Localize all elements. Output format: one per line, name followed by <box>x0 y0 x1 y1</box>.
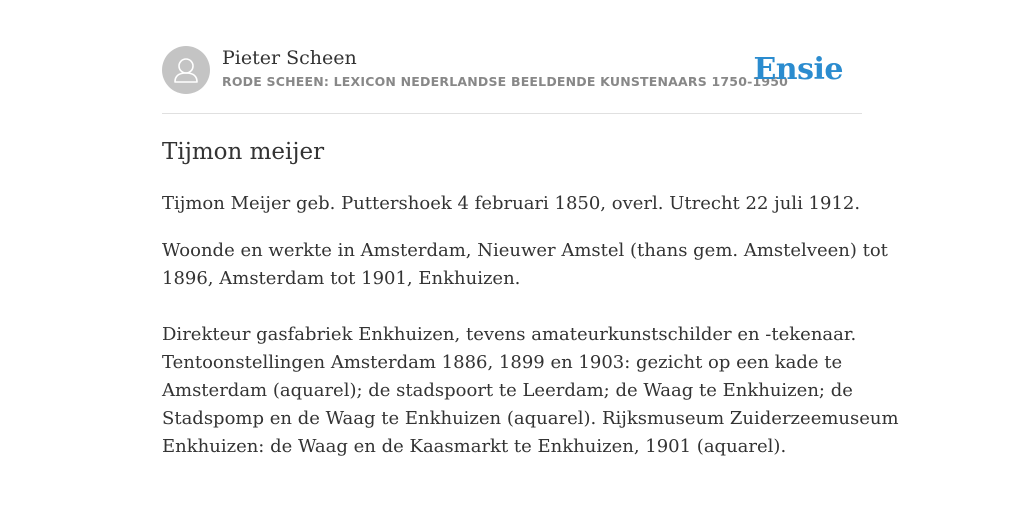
paragraph-line: Woonde en werkte in Amsterdam, Nieuwer Amstel (thans gem. Amstelveen) tot <box>162 240 888 261</box>
source-title[interactable]: RODE SCHEEN: LEXICON NEDERLANDSE BEELDENDE KUNSTENAARS 1750-1950 <box>222 74 789 89</box>
paragraph-line: Stadspomp en de Waag te Enkhuizen (aquarel). Rijksmuseum Zuiderzeemuseum <box>162 408 899 429</box>
article-paragraph-2 <box>162 237 888 293</box>
article-paragraph-1 <box>162 190 862 218</box>
brand-logo[interactable]: Ensie <box>753 52 843 87</box>
paragraph-line: 1896, Amsterdam tot 1901, Enkhuizen. <box>162 268 521 289</box>
paragraph-line: Direkteur gasfabriek Enkhuizen, tevens amateurkunstschilder en -tekenaar. <box>162 324 857 345</box>
paragraph-line: Enkhuizen: de Waag en de Kaasmarkt te Enkhuizen, 1901 (aquarel). <box>162 436 787 457</box>
paragraph-line: Tentoonstellingen Amsterdam 1886, 1899 en 1903: gezicht op een kade te <box>162 352 843 373</box>
article-title: Tijmon meijer <box>162 139 325 165</box>
author-avatar[interactable] <box>162 46 210 94</box>
header-divider <box>162 113 862 114</box>
paragraph-line: Tijmon Meijer geb. Puttershoek 4 februari 1850, overl. Utrecht 22 juli 1912. <box>162 193 861 214</box>
article-paragraph-3 <box>162 321 899 461</box>
user-silhouette-icon <box>162 46 210 94</box>
author-name[interactable]: Pieter Scheen <box>222 47 357 69</box>
paragraph-line: Amsterdam (aquarel); de stadspoort te Leerdam; de Waag te Enkhuizen; de <box>162 380 853 401</box>
article-card <box>162 0 899 512</box>
article-header <box>162 46 862 96</box>
